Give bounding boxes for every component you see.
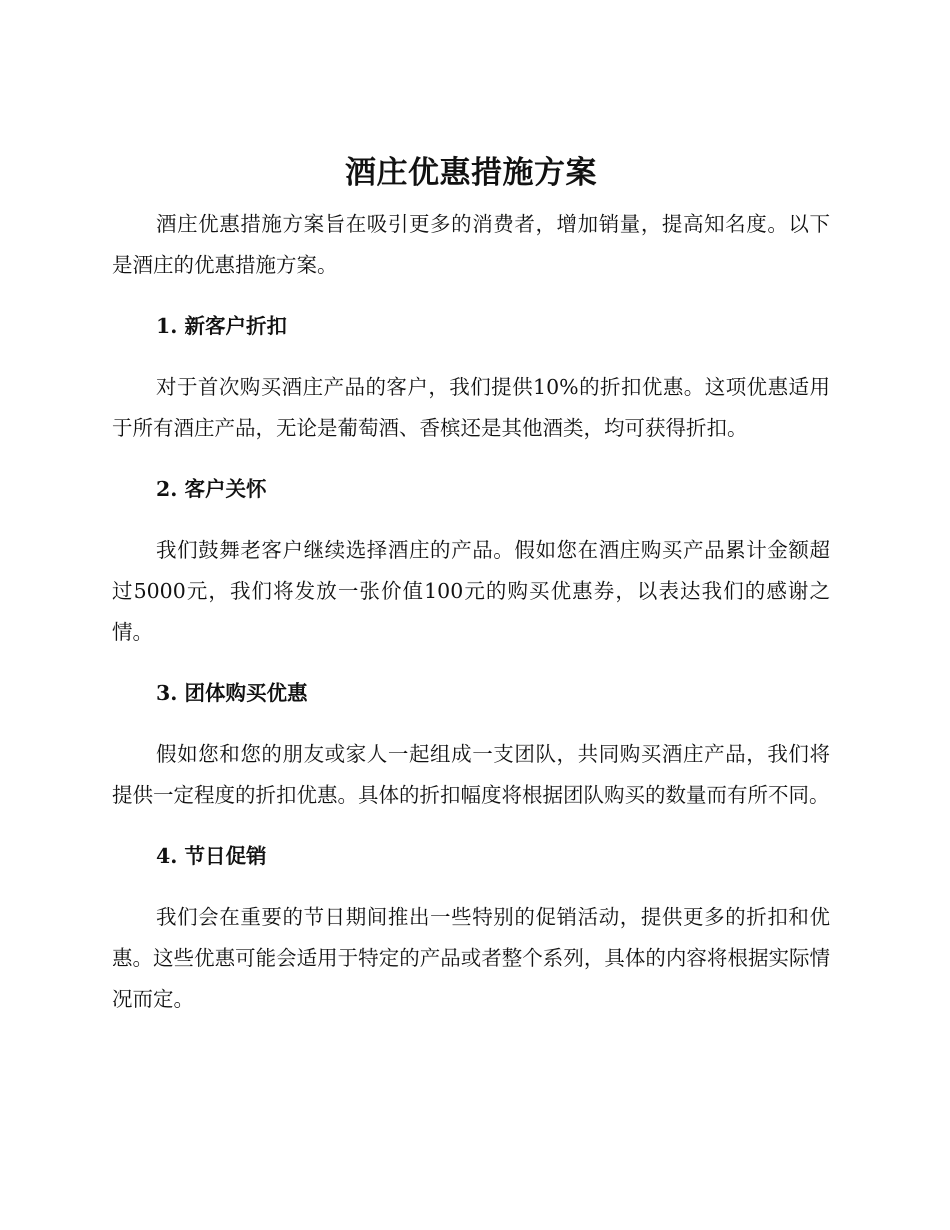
section-body-holiday-promotion: 我们会在重要的节日期间推出一些特别的促销活动，提供更多的折扣和优惠。这些优惠可能会适用于特定的产品或者整个系列，具体的内容将根据实际情况而定。 — [112, 905, 830, 1011]
section-heading-group-purchase: 3. 团体购买优惠 — [156, 681, 308, 705]
intro-paragraph: 酒庄优惠措施方案旨在吸引更多的消费者，增加销量，提高知名度。以下是酒庄的优惠措施方案。 — [112, 212, 830, 277]
section-body-new-customer-discount: 对于首次购买酒庄产品的客户，我们提供10%的折扣优惠。这项优惠适用于所有酒庄产品，无论是葡萄酒、香槟还是其他酒类，均可获得折扣。 — [112, 375, 830, 440]
section-heading-new-customer-discount: 1. 新客户折扣 — [156, 314, 288, 338]
document-page — [112, 150, 830, 1020]
document-title: 酒庄优惠措施方案 — [345, 155, 597, 191]
section-heading-holiday-promotion: 4. 节日促销 — [156, 844, 267, 868]
section-heading-customer-care: 2. 客户关怀 — [156, 477, 267, 501]
section-body-group-purchase: 假如您和您的朋友或家人一起组成一支团队，共同购买酒庄产品，我们将提供一定程度的折扣优惠。具体的折扣幅度将根据团队购买的数量而有所不同。 — [112, 742, 830, 807]
section-body-customer-care: 我们鼓舞老客户继续选择酒庄的产品。假如您在酒庄购买产品累计金额超过5000元，我们将发放一张价值100元的购买优惠券，以表达我们的感谢之情。 — [112, 538, 830, 644]
